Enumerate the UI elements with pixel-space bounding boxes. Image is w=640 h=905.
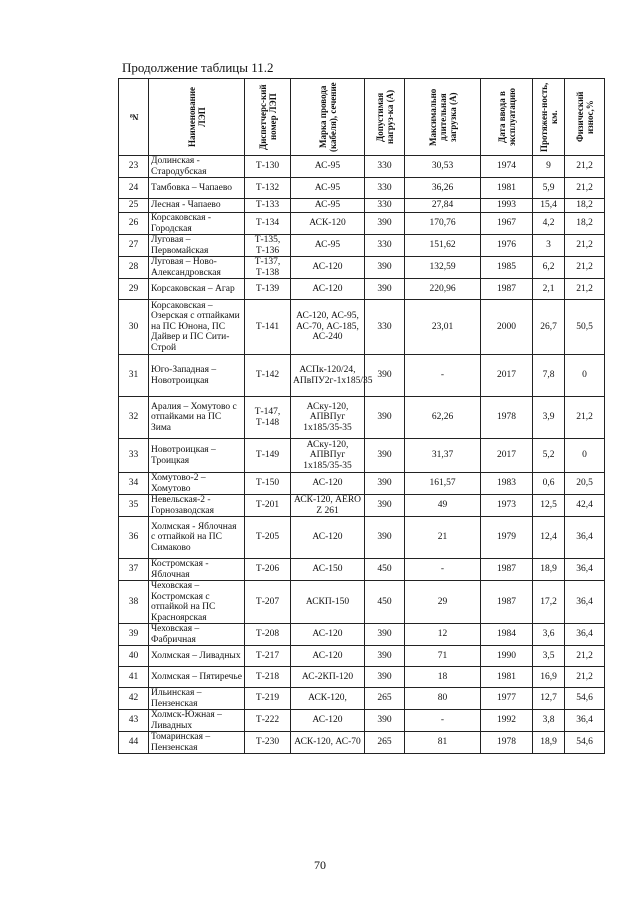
cell-num: 29 <box>119 279 149 300</box>
cell-num: 31 <box>119 355 149 397</box>
cell-wear: 21,2 <box>565 397 605 439</box>
cell-dispatch: Т-218 <box>245 667 291 688</box>
cell-name: Юго-Западная – Новотроицкая <box>149 355 245 397</box>
table-row <box>119 624 605 646</box>
cell-date: 1978 <box>481 397 533 439</box>
cell-wire: АС-2КП-120 <box>291 667 365 688</box>
cell-name: Луговая – Ново-Александровская <box>149 257 245 279</box>
cell-allowed: 390 <box>365 439 405 473</box>
cell-name: Луговая – Первомайская <box>149 235 245 257</box>
cell-wear: 36,4 <box>565 581 605 624</box>
cell-wear: 36,4 <box>565 517 605 559</box>
table-row <box>119 688 605 710</box>
cell-num: 41 <box>119 667 149 688</box>
table-row <box>119 213 605 235</box>
header-maxload: Максимально длительная загрузка (А) <box>405 79 481 156</box>
cell-allowed: 390 <box>365 257 405 279</box>
table-row <box>119 156 605 178</box>
cell-wire: АС-120 <box>291 624 365 646</box>
cell-wire: АСку-120, АПВПуг 1х185/35-35 <box>291 439 365 473</box>
header-allowed: Допустимая нагруз-ка (А) <box>365 79 405 156</box>
cell-wire: АС-95 <box>291 235 365 257</box>
cell-allowed: 390 <box>365 279 405 300</box>
cell-name: Корсаковская – Озерская с отпайками на ПС Юнона, ПС Дайвер и ПС Сити-Строй <box>149 300 245 355</box>
cell-allowed: 390 <box>365 667 405 688</box>
cell-wire: АС-120, АС-95, АС-70, АС-185, АС-240 <box>291 300 365 355</box>
cell-length: 3,6 <box>533 624 565 646</box>
cell-maxload: 161,57 <box>405 473 481 495</box>
cell-maxload: 30,53 <box>405 156 481 178</box>
cell-name: Аралия – Хомутово с отпайками на ПС Зима <box>149 397 245 439</box>
cell-num: 42 <box>119 688 149 710</box>
cell-allowed: 330 <box>365 235 405 257</box>
cell-maxload: - <box>405 355 481 397</box>
table-row <box>119 517 605 559</box>
cell-num: 35 <box>119 495 149 517</box>
cell-num: 28 <box>119 257 149 279</box>
header-date: Дата ввода в эксплуатацию <box>481 79 533 156</box>
cell-length: 17,2 <box>533 581 565 624</box>
cell-wear: 18,2 <box>565 213 605 235</box>
cell-allowed: 390 <box>365 710 405 732</box>
cell-dispatch: Т-133 <box>245 199 291 213</box>
cell-allowed: 330 <box>365 199 405 213</box>
cell-wire: АС-120 <box>291 257 365 279</box>
cell-wire: АСку-120, АПВПуг 1х185/35-35 <box>291 397 365 439</box>
cell-num: 44 <box>119 732 149 754</box>
cell-num: 36 <box>119 517 149 559</box>
table-row <box>119 667 605 688</box>
cell-dispatch: Т-230 <box>245 732 291 754</box>
cell-name: Ильинская – Пензенская <box>149 688 245 710</box>
cell-date: 1967 <box>481 213 533 235</box>
table-row <box>119 646 605 667</box>
cell-dispatch: Т-147, Т-148 <box>245 397 291 439</box>
cell-num: 40 <box>119 646 149 667</box>
cell-num: 26 <box>119 213 149 235</box>
cell-length: 5,2 <box>533 439 565 473</box>
table-row <box>119 178 605 199</box>
cell-num: 33 <box>119 439 149 473</box>
cell-date: 1987 <box>481 559 533 581</box>
cell-allowed: 390 <box>365 473 405 495</box>
cell-date: 1981 <box>481 667 533 688</box>
cell-allowed: 330 <box>365 300 405 355</box>
cell-allowed: 450 <box>365 581 405 624</box>
cell-num: 43 <box>119 710 149 732</box>
cell-wear: 21,2 <box>565 178 605 199</box>
cell-length: 12,5 <box>533 495 565 517</box>
cell-date: 1990 <box>481 646 533 667</box>
cell-date: 2000 <box>481 300 533 355</box>
cell-allowed: 390 <box>365 355 405 397</box>
cell-wear: 21,2 <box>565 646 605 667</box>
cell-num: 39 <box>119 624 149 646</box>
cell-allowed: 330 <box>365 178 405 199</box>
cell-maxload: 12 <box>405 624 481 646</box>
cell-length: 4,2 <box>533 213 565 235</box>
power-lines-table <box>118 78 605 754</box>
cell-maxload: 151,62 <box>405 235 481 257</box>
cell-length: 3 <box>533 235 565 257</box>
cell-name: Корсаковская - Городская <box>149 213 245 235</box>
cell-name: Лесная - Чапаево <box>149 199 245 213</box>
cell-dispatch: Т-208 <box>245 624 291 646</box>
cell-wear: 18,2 <box>565 199 605 213</box>
cell-date: 1977 <box>481 688 533 710</box>
cell-name: Тамбовка – Чапаево <box>149 178 245 199</box>
cell-allowed: 265 <box>365 688 405 710</box>
cell-length: 12,4 <box>533 517 565 559</box>
cell-wire: АСК-120, AERO Z 261 <box>291 495 365 517</box>
cell-maxload: - <box>405 710 481 732</box>
cell-num: 25 <box>119 199 149 213</box>
cell-maxload: 81 <box>405 732 481 754</box>
cell-maxload: 80 <box>405 688 481 710</box>
cell-wear: 50,5 <box>565 300 605 355</box>
cell-wire: АСК-120 <box>291 213 365 235</box>
header-row <box>119 79 605 156</box>
cell-date: 1976 <box>481 235 533 257</box>
header-wire: Марка провода (кабеля), сечение <box>291 79 365 156</box>
cell-dispatch: Т-141 <box>245 300 291 355</box>
cell-wear: 0 <box>565 439 605 473</box>
cell-name: Чеховская – Фабричная <box>149 624 245 646</box>
cell-allowed: 390 <box>365 646 405 667</box>
cell-wear: 0 <box>565 355 605 397</box>
table-row <box>119 710 605 732</box>
cell-wear: 20,5 <box>565 473 605 495</box>
cell-num: 37 <box>119 559 149 581</box>
table-row <box>119 581 605 624</box>
cell-allowed: 390 <box>365 397 405 439</box>
cell-dispatch: Т-206 <box>245 559 291 581</box>
cell-length: 12,7 <box>533 688 565 710</box>
cell-name: Холмская - Яблочная с отпайкой на ПС Симаково <box>149 517 245 559</box>
cell-maxload: 62,26 <box>405 397 481 439</box>
cell-maxload: 132,59 <box>405 257 481 279</box>
cell-wear: 36,4 <box>565 710 605 732</box>
cell-length: 3,8 <box>533 710 565 732</box>
cell-name: Хомутово-2 – Хомутово <box>149 473 245 495</box>
cell-num: 38 <box>119 581 149 624</box>
cell-name: Долинская - Стародубская <box>149 156 245 178</box>
table-row <box>119 559 605 581</box>
page-number: 70 <box>314 858 326 872</box>
cell-num: 32 <box>119 397 149 439</box>
table-row <box>119 300 605 355</box>
cell-length: 0,6 <box>533 473 565 495</box>
cell-length: 16,9 <box>533 667 565 688</box>
cell-wear: 36,4 <box>565 624 605 646</box>
cell-num: 24 <box>119 178 149 199</box>
cell-wear: 21,2 <box>565 257 605 279</box>
cell-date: 1979 <box>481 517 533 559</box>
cell-length: 18,9 <box>533 732 565 754</box>
cell-date: 1993 <box>481 199 533 213</box>
cell-allowed: 390 <box>365 213 405 235</box>
cell-length: 3,9 <box>533 397 565 439</box>
cell-length: 15,4 <box>533 199 565 213</box>
cell-maxload: 71 <box>405 646 481 667</box>
cell-length: 18,9 <box>533 559 565 581</box>
cell-allowed: 265 <box>365 732 405 754</box>
cell-wire: АС-120 <box>291 646 365 667</box>
cell-allowed: 390 <box>365 624 405 646</box>
table-row <box>119 235 605 257</box>
cell-wire: АСКП-150 <box>291 581 365 624</box>
table-row <box>119 199 605 213</box>
cell-wire: АСК-120, АС-70 <box>291 732 365 754</box>
cell-length: 6,2 <box>533 257 565 279</box>
cell-wear: 54,6 <box>565 732 605 754</box>
cell-maxload: - <box>405 559 481 581</box>
cell-num: 23 <box>119 156 149 178</box>
cell-date: 1987 <box>481 581 533 624</box>
table-row <box>119 355 605 397</box>
cell-wear: 42,4 <box>565 495 605 517</box>
cell-wire: АС-120 <box>291 279 365 300</box>
cell-wire: АСК-120, <box>291 688 365 710</box>
cell-maxload: 31,37 <box>405 439 481 473</box>
cell-wear: 21,2 <box>565 156 605 178</box>
cell-wear: 21,2 <box>565 279 605 300</box>
cell-wire: АС-150 <box>291 559 365 581</box>
cell-name: Холмская – Пятиречье <box>149 667 245 688</box>
cell-allowed: 390 <box>365 517 405 559</box>
cell-date: 1992 <box>481 710 533 732</box>
table-row <box>119 495 605 517</box>
cell-dispatch: Т-149 <box>245 439 291 473</box>
table-row <box>119 473 605 495</box>
cell-num: 27 <box>119 235 149 257</box>
cell-num: 34 <box>119 473 149 495</box>
cell-maxload: 18 <box>405 667 481 688</box>
cell-allowed: 330 <box>365 156 405 178</box>
cell-length: 7,8 <box>533 355 565 397</box>
header-wear: Физический износ,% <box>565 79 605 156</box>
cell-dispatch: Т-137, Т-138 <box>245 257 291 279</box>
cell-dispatch: Т-150 <box>245 473 291 495</box>
table-row <box>119 397 605 439</box>
cell-maxload: 36,26 <box>405 178 481 199</box>
cell-wire: АС-95 <box>291 199 365 213</box>
cell-maxload: 23,01 <box>405 300 481 355</box>
header-length: Протяжен-ность, км. <box>533 79 565 156</box>
cell-dispatch: Т-222 <box>245 710 291 732</box>
cell-date: 1987 <box>481 279 533 300</box>
cell-dispatch: Т-217 <box>245 646 291 667</box>
table-row <box>119 732 605 754</box>
cell-dispatch: Т-142 <box>245 355 291 397</box>
cell-name: Невельская-2 - Горнозаводская <box>149 495 245 517</box>
cell-dispatch: Т-135, Т-136 <box>245 235 291 257</box>
cell-wire: АС-95 <box>291 156 365 178</box>
cell-name: Корсаковская – Агар <box>149 279 245 300</box>
cell-wear: 21,2 <box>565 235 605 257</box>
cell-wire: АС-120 <box>291 517 365 559</box>
cell-dispatch: Т-132 <box>245 178 291 199</box>
cell-name: Холмская – Ливадных <box>149 646 245 667</box>
cell-wire: АСПк-120/24, АПвПУ2г-1х185/35 <box>291 355 365 397</box>
cell-length: 5,9 <box>533 178 565 199</box>
cell-dispatch: Т-130 <box>245 156 291 178</box>
cell-name: Холмск-Южная – Ливадных <box>149 710 245 732</box>
table-caption: Продолжение таблицы 11.2 <box>122 60 274 75</box>
cell-allowed: 450 <box>365 559 405 581</box>
cell-dispatch: Т-201 <box>245 495 291 517</box>
cell-num: 30 <box>119 300 149 355</box>
cell-wire: АС-120 <box>291 710 365 732</box>
table-row <box>119 439 605 473</box>
cell-name: Чеховская – Костромская с отпайкой на ПС Красноярская <box>149 581 245 624</box>
cell-length: 26,7 <box>533 300 565 355</box>
cell-maxload: 29 <box>405 581 481 624</box>
cell-wear: 54,6 <box>565 688 605 710</box>
cell-name: Новотроицкая – Троицкая <box>149 439 245 473</box>
cell-date: 2017 <box>481 355 533 397</box>
cell-wire: АС-120 <box>291 473 365 495</box>
cell-maxload: 170,76 <box>405 213 481 235</box>
table-row <box>119 257 605 279</box>
cell-wear: 36,4 <box>565 559 605 581</box>
cell-date: 1981 <box>481 178 533 199</box>
header-dispatch: Диспетчерс-кий номер ЛЭП <box>245 79 291 156</box>
cell-date: 1974 <box>481 156 533 178</box>
cell-name: Томаринская – Пензенская <box>149 732 245 754</box>
cell-dispatch: Т-134 <box>245 213 291 235</box>
cell-name: Костромская - Яблочная <box>149 559 245 581</box>
cell-length: 9 <box>533 156 565 178</box>
cell-date: 1985 <box>481 257 533 279</box>
cell-maxload: 21 <box>405 517 481 559</box>
cell-maxload: 220,96 <box>405 279 481 300</box>
cell-date: 1983 <box>481 473 533 495</box>
header-name: Наименование ЛЭП <box>149 79 245 156</box>
cell-date: 2017 <box>481 439 533 473</box>
cell-maxload: 49 <box>405 495 481 517</box>
cell-date: 1978 <box>481 732 533 754</box>
cell-length: 2,1 <box>533 279 565 300</box>
cell-dispatch: Т-219 <box>245 688 291 710</box>
cell-dispatch: Т-207 <box>245 581 291 624</box>
cell-wire: АС-95 <box>291 178 365 199</box>
cell-maxload: 27,84 <box>405 199 481 213</box>
cell-date: 1973 <box>481 495 533 517</box>
cell-wear: 21,2 <box>565 667 605 688</box>
header-num: № <box>119 79 149 156</box>
cell-dispatch: Т-139 <box>245 279 291 300</box>
cell-dispatch: Т-205 <box>245 517 291 559</box>
cell-allowed: 390 <box>365 495 405 517</box>
cell-date: 1984 <box>481 624 533 646</box>
table-row <box>119 279 605 300</box>
cell-length: 3,5 <box>533 646 565 667</box>
